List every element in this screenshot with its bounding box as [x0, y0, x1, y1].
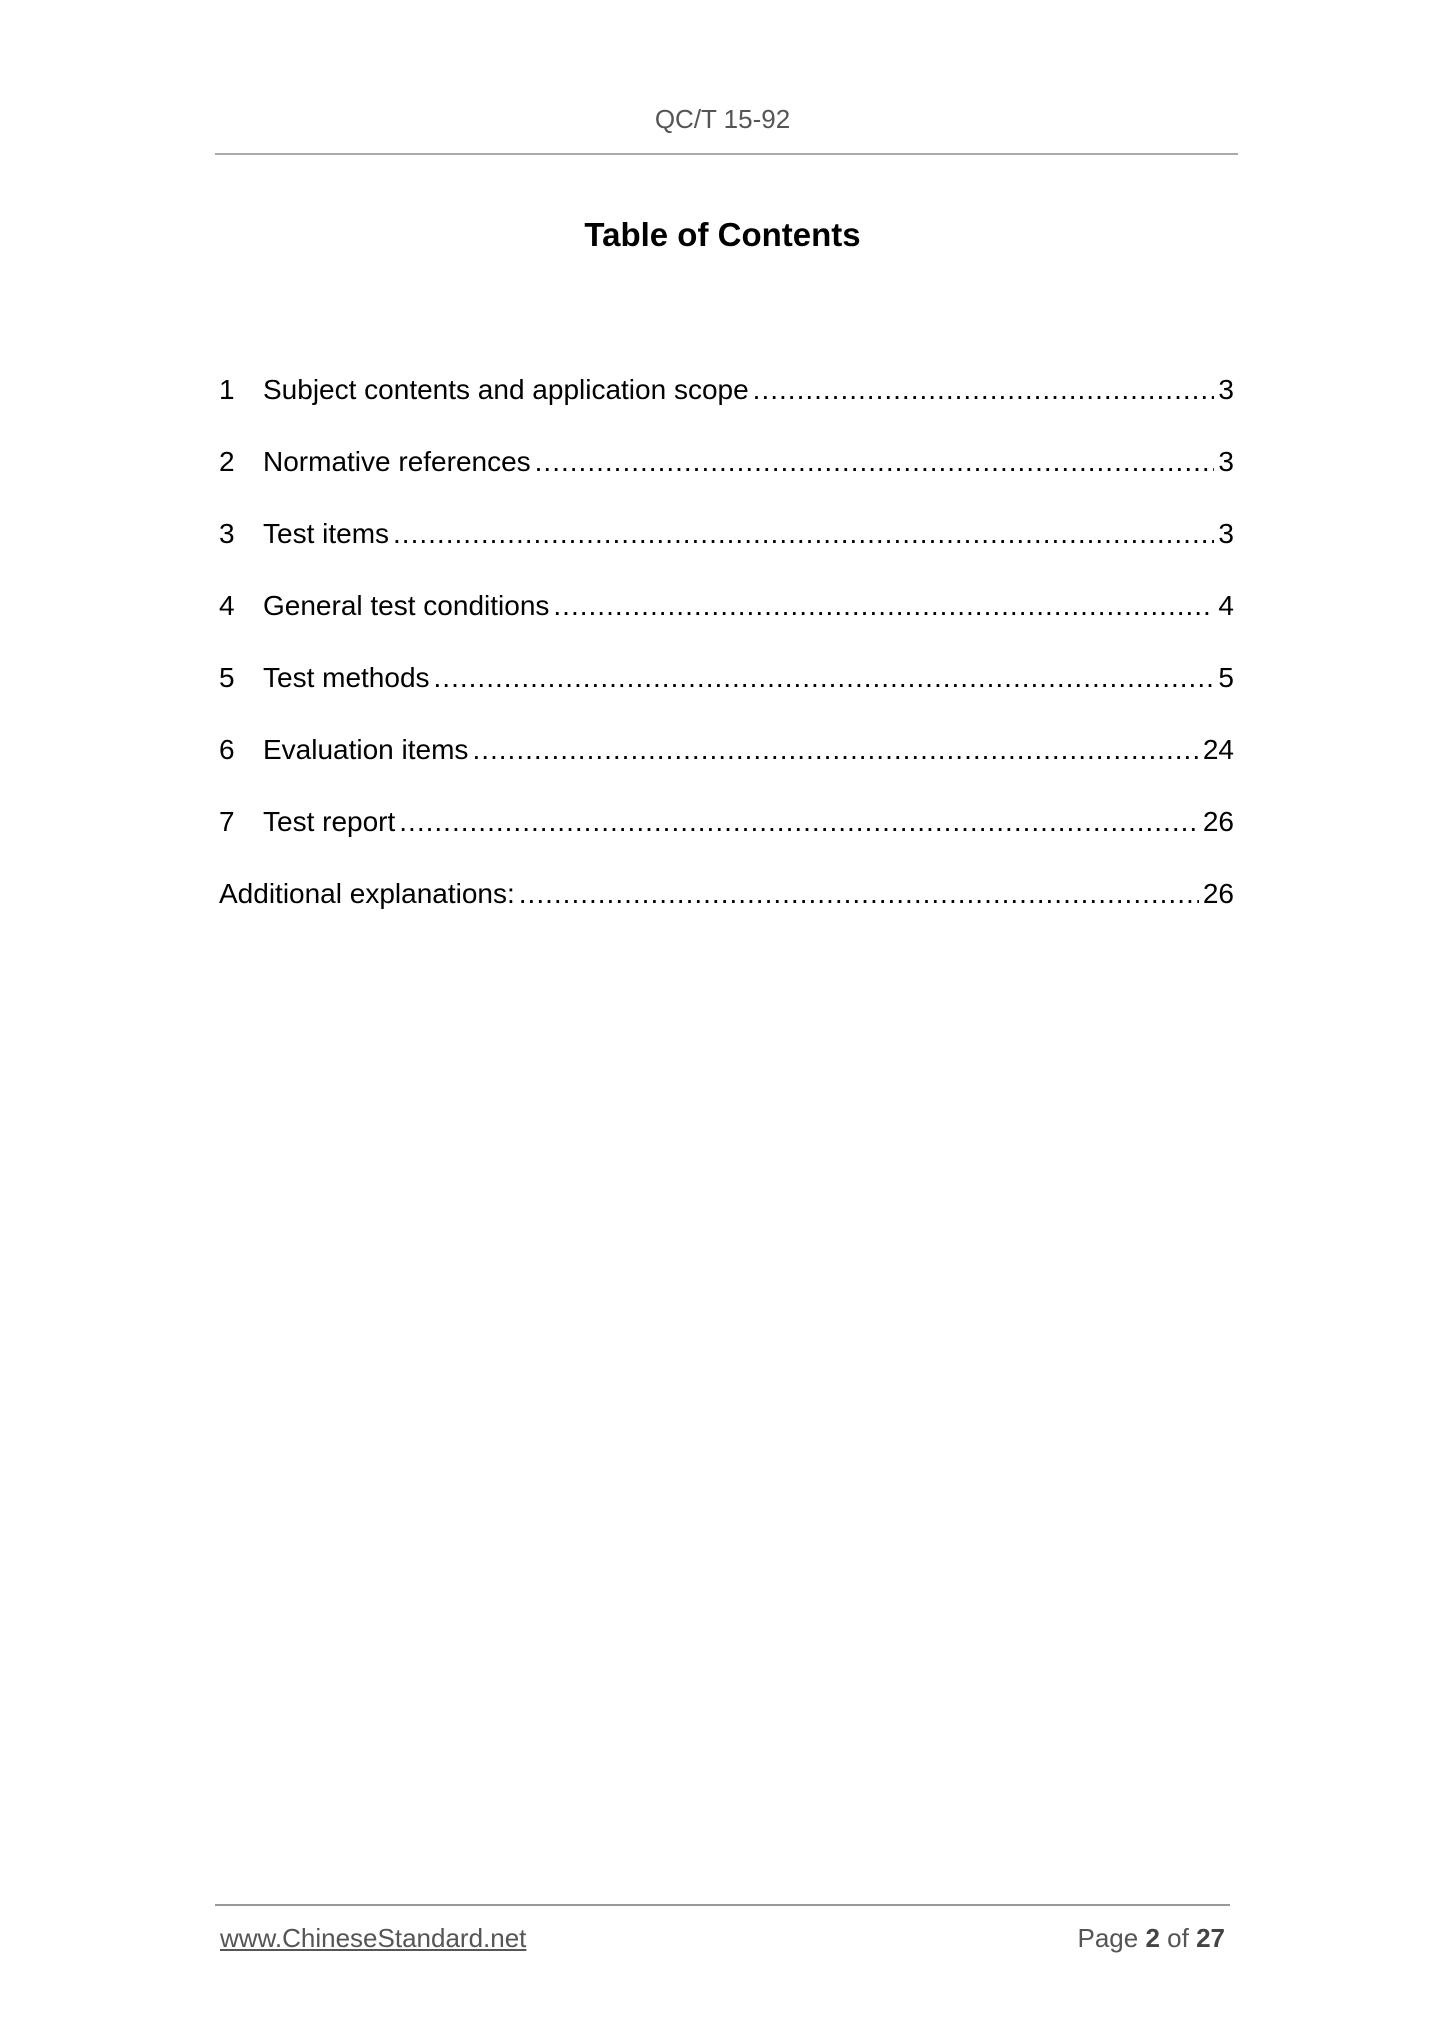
website-link[interactable]: www.ChineseStandard.net: [220, 1923, 527, 1953]
page-counter: [1077, 1923, 1225, 1954]
toc-list: [219, 374, 1234, 950]
toc-dot-leader: [553, 590, 1214, 622]
toc-entry-7[interactable]: [219, 806, 1234, 878]
page-prefix: Page: [1077, 1923, 1139, 1953]
toc-entry-page: 24: [1202, 734, 1234, 765]
toc-entry-label: Additional explanations:: [219, 878, 515, 909]
toc-entry-number: 5: [219, 662, 235, 693]
toc-entry-3[interactable]: [219, 518, 1234, 590]
footer-divider: [215, 1904, 1230, 1906]
toc-entry-1[interactable]: [219, 374, 1234, 446]
toc-entry-label: Subject contents and application scope: [263, 374, 749, 405]
toc-entry-5[interactable]: [219, 662, 1234, 734]
toc-dot-leader: [399, 806, 1199, 838]
toc-entry-label: General test conditions: [263, 590, 550, 621]
toc-entry-number: 3: [219, 518, 235, 549]
toc-entry-4[interactable]: [219, 590, 1234, 662]
toc-entry-page: 3: [1218, 446, 1234, 477]
toc-entry-page: 5: [1218, 662, 1234, 693]
toc-dot-leader: [519, 878, 1199, 910]
toc-entry-label: Test methods: [263, 662, 430, 693]
toc-entry-number: 2: [219, 446, 235, 477]
document-code-header: QC/T 15-92: [654, 104, 791, 134]
toc-dot-leader: [753, 374, 1215, 406]
toc-dot-leader: [472, 734, 1198, 766]
toc-entry-label: Test items: [263, 518, 390, 549]
toc-dot-leader: [393, 518, 1214, 550]
toc-entry-page: 3: [1218, 374, 1234, 405]
toc-entry-2[interactable]: [219, 446, 1234, 518]
toc-entry-number: 6: [219, 734, 235, 765]
toc-entry-6[interactable]: [219, 734, 1234, 806]
current-page-number: 2: [1145, 1923, 1160, 1953]
page-of-text: of: [1167, 1923, 1189, 1953]
toc-entry-page: 3: [1218, 518, 1234, 549]
total-pages-number: 27: [1196, 1923, 1225, 1953]
page-title: Table of Contents: [584, 216, 861, 253]
header-divider: [215, 153, 1238, 155]
toc-entry-label: Test report: [263, 806, 396, 837]
toc-entry-number: 4: [219, 590, 235, 621]
toc-dot-leader: [535, 446, 1215, 478]
toc-entry-page: 26: [1202, 806, 1234, 837]
toc-entry-additional-explanations[interactable]: [219, 878, 1234, 950]
toc-entry-label: Normative references: [263, 446, 531, 477]
toc-entry-number: 7: [219, 806, 235, 837]
toc-entry-page: 4: [1218, 590, 1234, 621]
toc-dot-leader: [434, 662, 1215, 694]
toc-entry-number: 1: [219, 374, 235, 405]
toc-entry-label: Evaluation items: [263, 734, 469, 765]
toc-entry-page: 26: [1202, 878, 1234, 909]
